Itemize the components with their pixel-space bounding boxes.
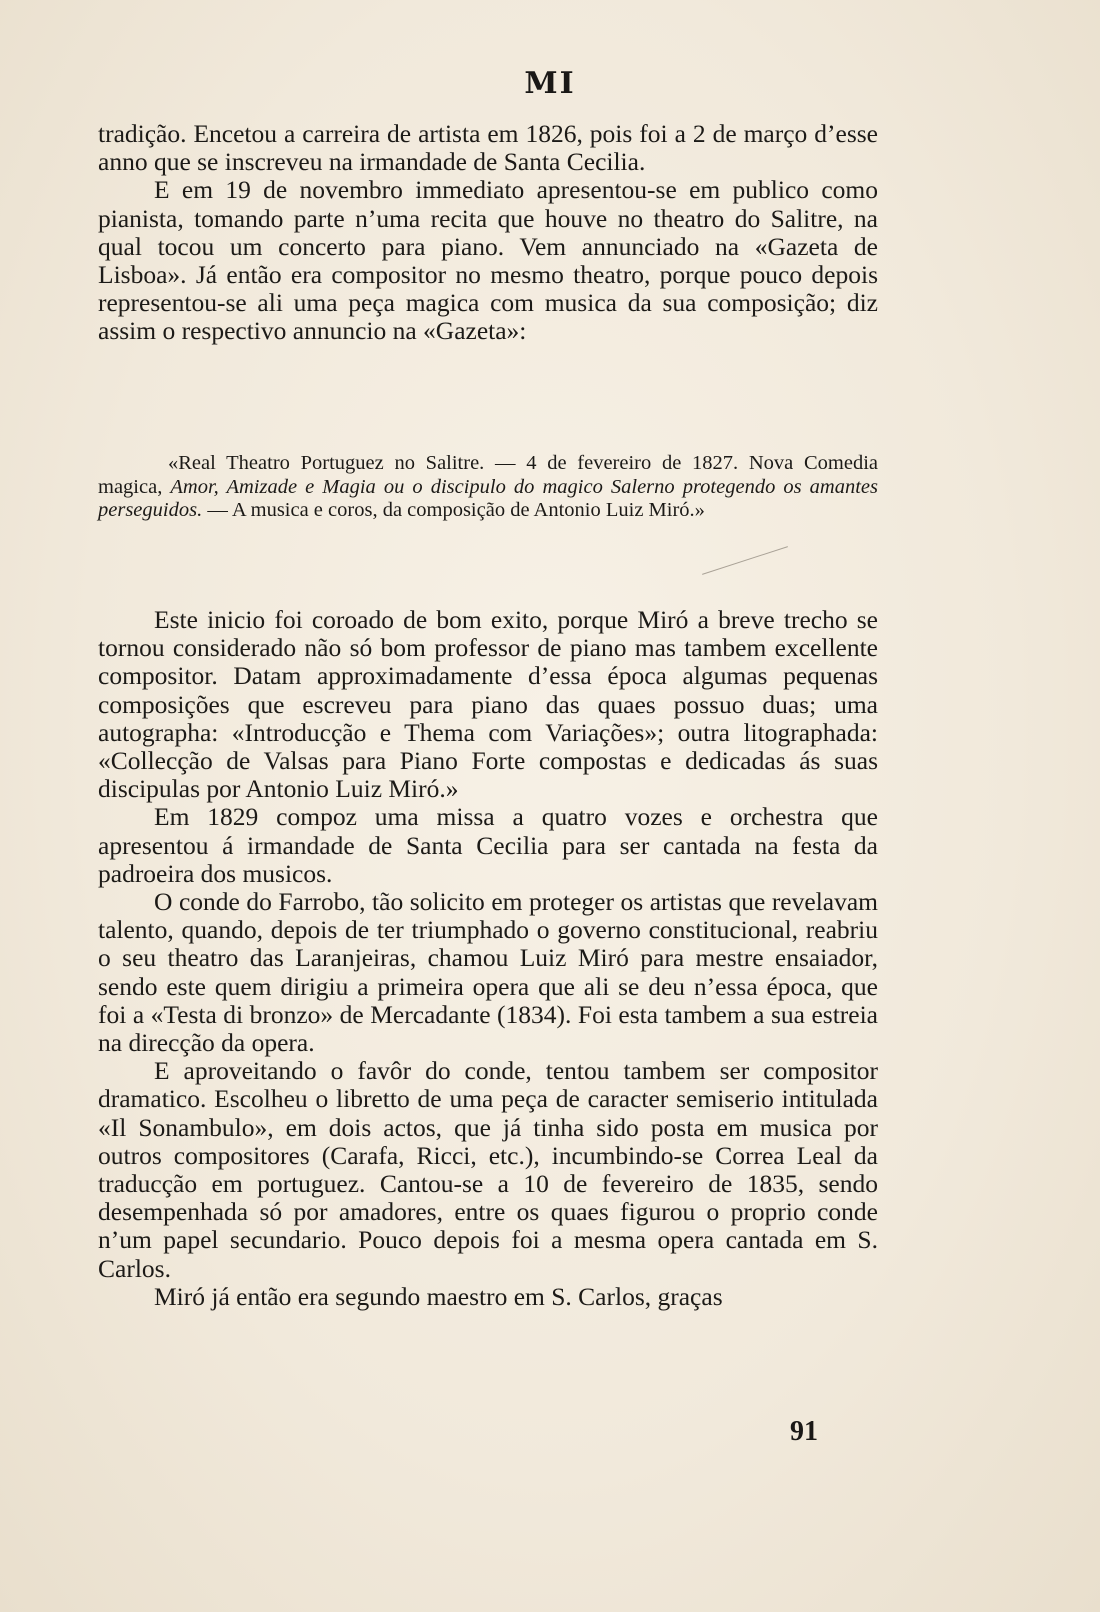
quote-lead: «Real Theatro Portuguez no Salitre. — 4 de fevereiro de 1827. Nova Comedia magica, [98, 452, 878, 498]
page-number: 91 [790, 1416, 818, 1447]
paragraph: Miró já então era segundo maestro em S. Carlos, graças [154, 1281, 723, 1311]
text-block-bottom [98, 606, 878, 1311]
quote-paragraph [98, 452, 878, 523]
paragraph: E aproveitando o favôr do conde, tentou tambem ser compositor dramatico. Escolheu o libretto de uma peça de caracter semiserio intitulada «Il Sonambulo», em dois actos, que já tinha sido posta em musica por outros compositores (Carafa, Ricci, etc.), incumbindo-se Correa Leal da traducção em portuguez. Cantou-se a 10 de fevereiro de 1835, sendo desempenhada só por amadores, entre os quaes figurou o proprio conde n’um papel secundario. Pouco depois foi a mesma opera cantada em S. Carlos. [98, 1056, 878, 1283]
paragraph: Este inicio foi coroado de bom exito, porque Miró a breve trecho se tornou considerado não só bom professor de piano mas tambem excellente compositor. Datam approximadamente d’essa época algumas pequenas composições que escreveu para piano das quaes possuo duas; uma autographa: «Introducção e Thema com Variações»; outra litographada: «Collecção de Valsas para Piano Forte compostas e dedicadas ás suas discipulas por Antonio Luiz Miró.» [98, 605, 878, 804]
paragraph: Em 1829 compoz uma missa a quatro vozes e orchestra que apresentou á irmandade de Santa Cecilia para ser cantada na festa da padroeira dos musicos. [98, 802, 878, 888]
paragraph: E em 19 de novembro immediato apresentou-se em publico como pianista, tomando parte n’uma recita que houve no theatro do Salitre, na qual tocou um concerto para piano. Vem annunciado na «Gazeta de Lisboa». Já então era compositor no mesmo theatro, porque pouco depois representou-se ali uma peça magica com musica da sua composição; diz assim o respectivo annuncio na «Gazeta»: [98, 175, 878, 346]
play-title: Amor, Amizade e Magia ou o discipulo do magico Salerno protegendo os amantes perseguidos. [98, 475, 878, 521]
text-block-top [98, 120, 878, 346]
running-head: MI [524, 66, 576, 101]
paragraph: O conde do Farrobo, tão solicito em proteger os artistas que revelavam talento, quando, depois de ter triumphado o governo constitucional, reabriu o seu theatro das Laranjeiras, chamou Luiz Miró para mestre ensaiador, sendo este quem dirigiu a primeira opera que ali se deu n’essa época, que foi a «Testa di bronzo» de Mercadante (1834). Foi esta tambem a sua estreia na direcção da opera. [98, 887, 878, 1058]
pencil-mark [702, 546, 788, 575]
paragraph: tradição. Encetou a carreira de artista em 1826, pois foi a 2 de março d’esse anno que se inscreveu na irmandade de Santa Cecilia. [98, 119, 878, 177]
quote-tail: — A musica e coros, da composição de Antonio Luiz Miró.» [202, 499, 705, 521]
quoted-announcement [98, 452, 878, 523]
